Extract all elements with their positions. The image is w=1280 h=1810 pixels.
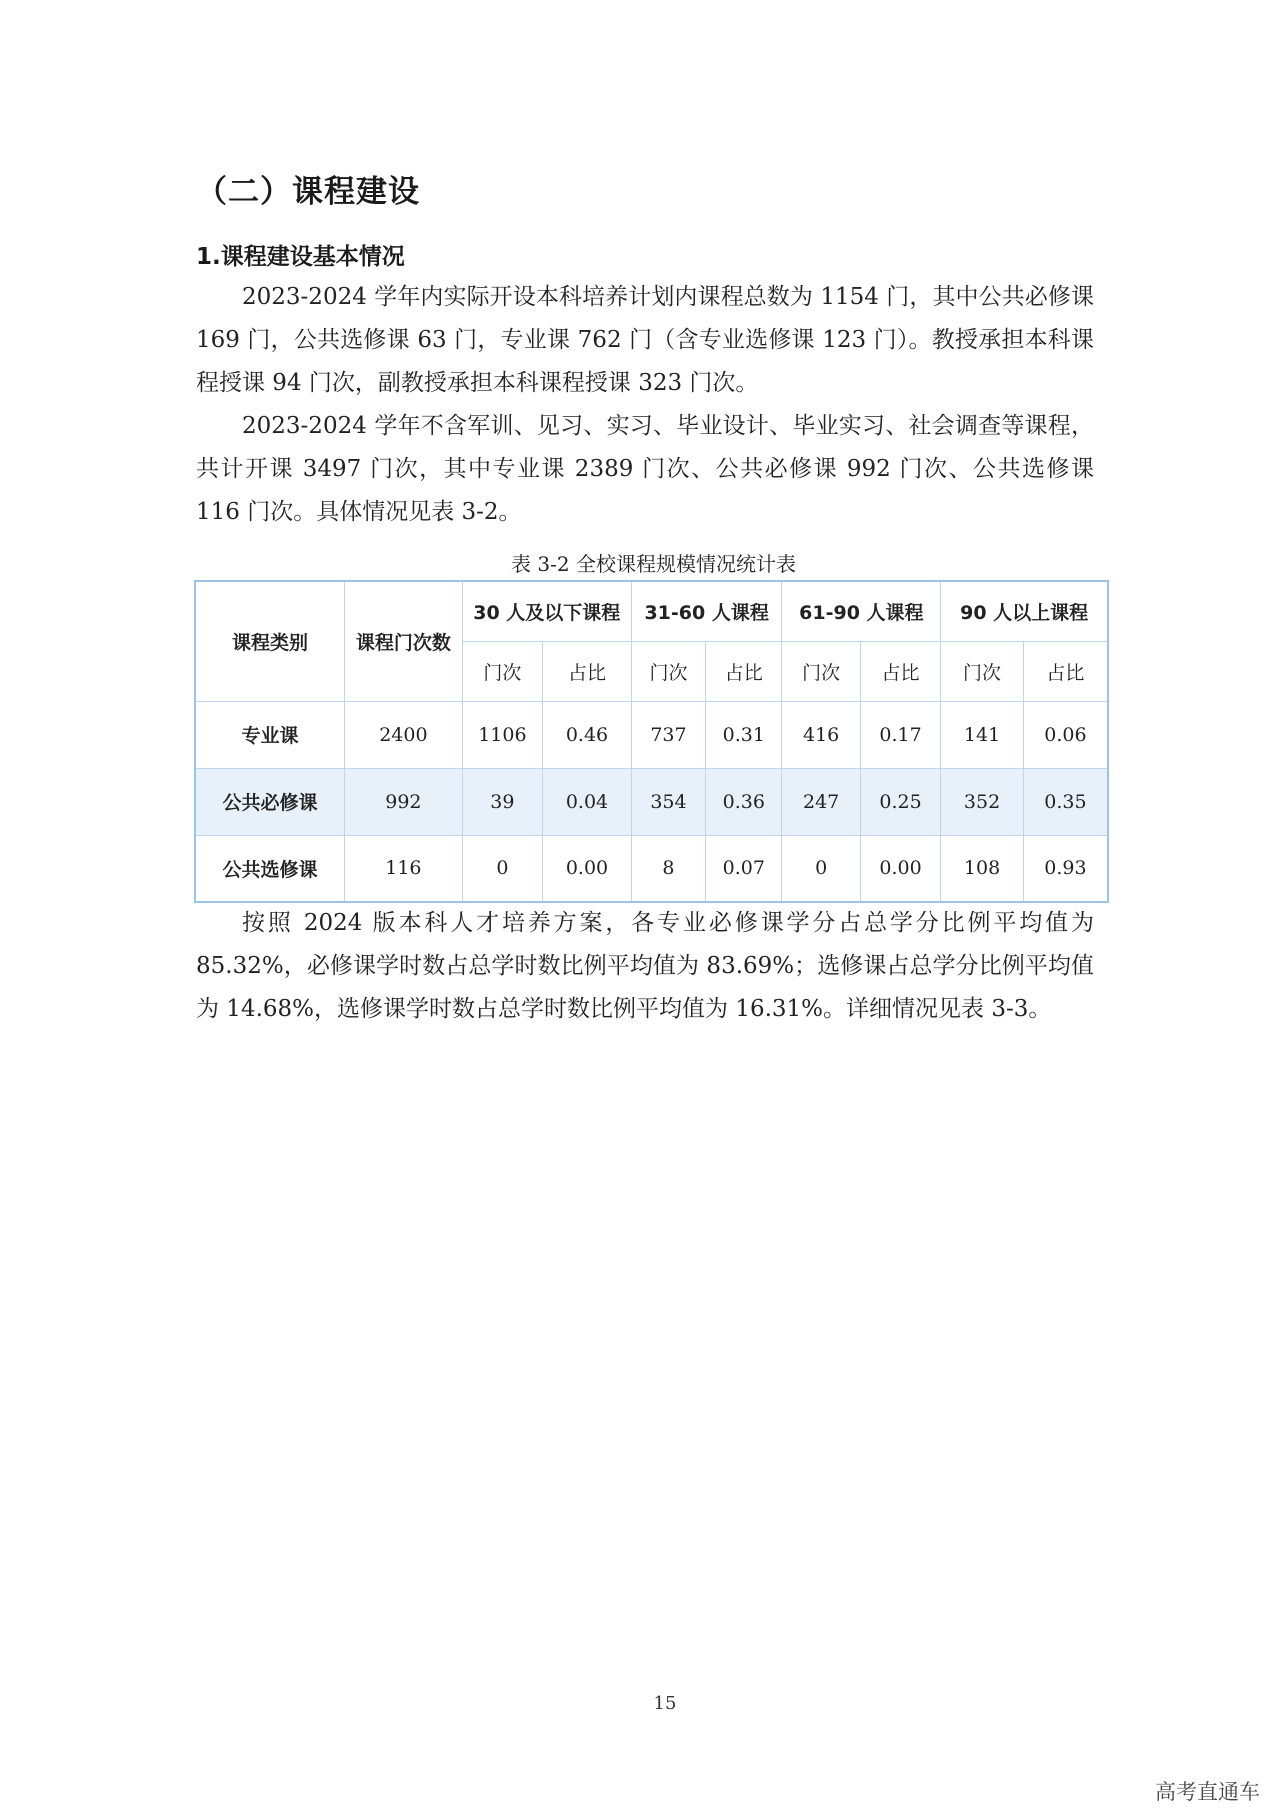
- row-category: 公共必修课: [195, 768, 345, 835]
- table-header-row: [195, 581, 1108, 641]
- table-cell: 141: [941, 701, 1024, 768]
- header-category: 课程类别: [195, 581, 345, 701]
- table-cell: 0.17: [860, 701, 940, 768]
- table-row: [195, 701, 1108, 768]
- table-cell: 1106: [462, 701, 542, 768]
- table-cell: 0.04: [543, 768, 632, 835]
- table-row: [195, 768, 1108, 835]
- course-scale-table: [194, 580, 1109, 903]
- watermark-text: 高考直通车: [1155, 1780, 1260, 1804]
- paragraph-course-sessions: 2023-2024 学年不含军训、见习、实习、毕业设计、毕业实习、社会调查等课程，共计开课 3497 门次，其中专业课 2389 门次、公共必修课 992 门次、公共选修课 116 门次。具体情况见表 3-2。: [196, 413, 1094, 525]
- table-cell: 0.36: [706, 768, 782, 835]
- header-group: 90 人以上课程: [941, 581, 1108, 641]
- table-cell: 39: [462, 768, 542, 835]
- table-cell: 352: [941, 768, 1024, 835]
- subheader-count: 门次: [462, 641, 542, 701]
- paragraph-course-overview: 2023-2024 学年内实际开设本科培养计划内课程总数为 1154 门，其中公共必修课 169 门，公共选修课 63 门，专业课 762 门（含专业选修课 123 门）。教授承担本科课程授课 94 门次，副教授承担本科课程授课 323 门次。: [196, 284, 1094, 396]
- subheader-ratio: 占比: [860, 641, 940, 701]
- subsection-heading: 1.课程建设基本情况: [196, 244, 405, 270]
- table-cell: 0.93: [1023, 835, 1108, 902]
- page-number: 15: [653, 1693, 677, 1714]
- table-cell: 0.06: [1023, 701, 1108, 768]
- table-cell: 416: [782, 701, 860, 768]
- subheader-ratio: 占比: [543, 641, 632, 701]
- row-category: 专业课: [195, 701, 345, 768]
- table-cell: 8: [631, 835, 705, 902]
- table-row: [195, 835, 1108, 902]
- table-cell: 247: [782, 768, 860, 835]
- table-cell: 0: [462, 835, 542, 902]
- table-cell: 0.35: [1023, 768, 1108, 835]
- table-cell: 0: [782, 835, 860, 902]
- header-group: 61-90 人课程: [782, 581, 941, 641]
- table-cell: 0.31: [706, 701, 782, 768]
- row-total: 992: [345, 768, 463, 835]
- table-cell: 0.00: [860, 835, 940, 902]
- subheader-ratio: 占比: [1023, 641, 1108, 701]
- section-heading: （二）课程建设: [196, 174, 420, 210]
- subheader-count: 门次: [631, 641, 705, 701]
- row-category: 公共选修课: [195, 835, 345, 902]
- table-cell: 737: [631, 701, 705, 768]
- table-cell: 0.00: [543, 835, 632, 902]
- table-cell: 108: [941, 835, 1024, 902]
- table-cell: 0.25: [860, 768, 940, 835]
- subheader-count: 门次: [941, 641, 1024, 701]
- table-caption: 表 3-2 全校课程规模情况统计表: [511, 552, 796, 576]
- table-cell: 0.07: [706, 835, 782, 902]
- table-cell: 354: [631, 768, 705, 835]
- row-total: 2400: [345, 701, 463, 768]
- row-total: 116: [345, 835, 463, 902]
- header-group: 30 人及以下课程: [462, 581, 631, 641]
- table-cell: 0.46: [543, 701, 632, 768]
- subheader-ratio: 占比: [706, 641, 782, 701]
- header-group: 31-60 人课程: [631, 581, 782, 641]
- paragraph-credit-ratio: 按照 2024 版本科人才培养方案，各专业必修课学分占总学分比例平均值为 85.32%，必修课学时数占总学时数比例平均值为 83.69%；选修课占总学分比例平均值为 14.68%，选修课学时数占总学时数比例平均值为 16.31%。详细情况见表 3-3。: [196, 910, 1094, 1022]
- subheader-count: 门次: [782, 641, 860, 701]
- header-total: 课程门次数: [345, 581, 463, 701]
